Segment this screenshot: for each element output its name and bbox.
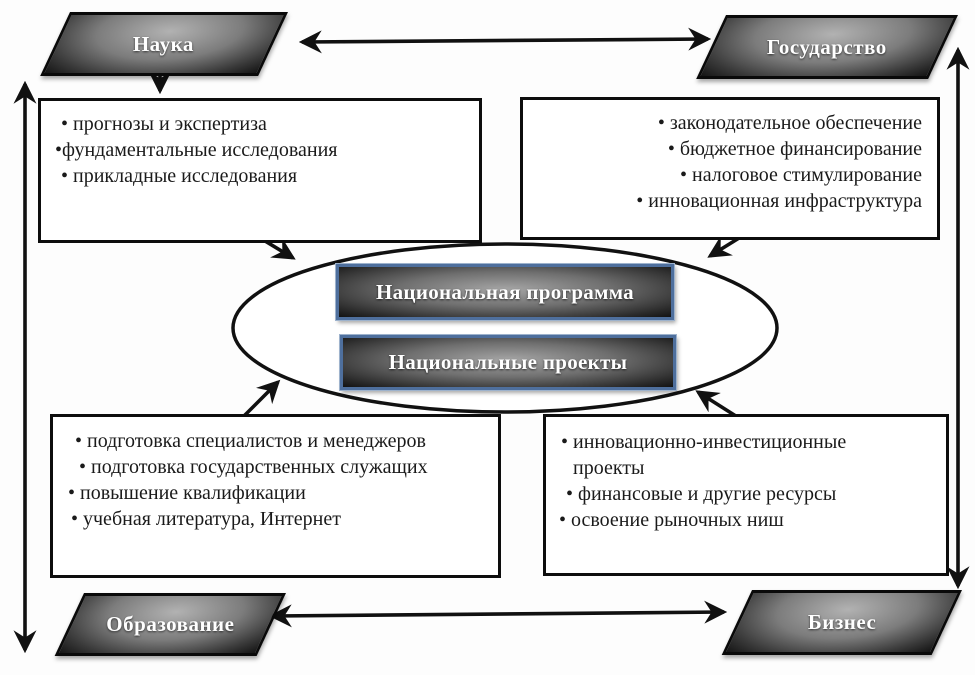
arrow-science-state [302, 39, 708, 42]
node-education-label: Образование [106, 612, 235, 636]
node-state-label: Государство [767, 34, 888, 59]
node-business-label: Бизнес [807, 610, 877, 634]
node-science-label: Наука [133, 31, 195, 56]
national-projects-box [340, 335, 676, 390]
business-item: • инновационно-инвестиционные [561, 431, 847, 453]
science-item: •фундаментальные исследования [55, 139, 338, 161]
node-science [40, 12, 288, 76]
arrow-education-business [272, 612, 724, 616]
business-item: • освоение рыночных ниш [559, 509, 784, 531]
national-projects-label: Национальные проекты [388, 350, 628, 374]
state-item: • инновационная инфраструктура [636, 190, 922, 212]
science-item: • прикладные исследования [61, 165, 298, 187]
education-item: • повышение квалификации [68, 482, 306, 504]
business-item: • финансовые и другие ресурсы [566, 483, 837, 505]
state-item: • бюджетное финансирование [667, 138, 922, 160]
education-items-box [50, 414, 501, 578]
national-program-box [336, 264, 674, 320]
state-item: • налоговое стимулирование [680, 164, 922, 186]
education-item: • учебная литература, Интернет [71, 508, 341, 530]
node-education [55, 593, 286, 656]
arrow-educationbox-to-ellipse [242, 382, 278, 418]
science-items-box [38, 98, 482, 243]
education-item: • подготовка специалистов и менеджеров [75, 430, 426, 452]
node-state [696, 15, 958, 79]
education-item: • подготовка государственных служащих [79, 456, 428, 478]
business-item: проекты [573, 457, 645, 479]
business-items-box [543, 414, 949, 576]
state-item: • законодательное обеспечение [657, 112, 922, 134]
state-items-box [520, 97, 940, 240]
national-program-label: Национальная программа [376, 279, 634, 304]
node-business [722, 590, 962, 655]
science-item: • прогнозы и экспертиза [61, 113, 267, 135]
